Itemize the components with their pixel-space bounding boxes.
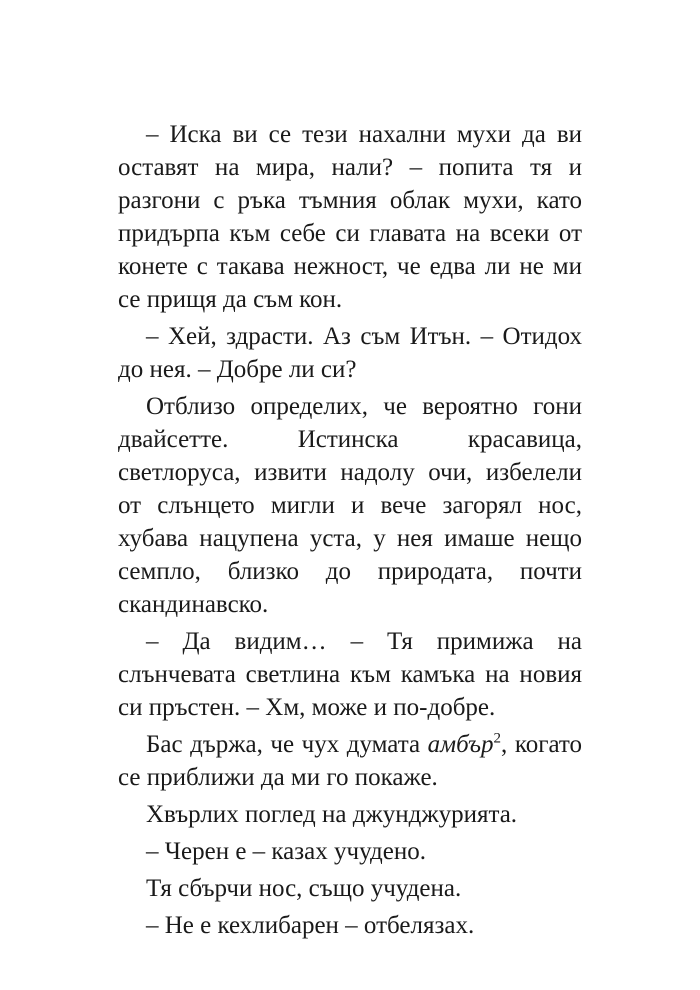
paragraph-6: Хвърлих поглед на джунджурията.: [146, 801, 518, 828]
body-text: [118, 118, 582, 942]
paragraph-5-after: , когато се приближи да ми го покаже.: [118, 731, 582, 791]
paragraph-4: – Да видим… – Тя примижа на слънчевата светлина към камъка на новия си пръстен. – Хм, може и по-добре.: [118, 628, 582, 721]
paragraph-1: – Иска ви се тези нахални мухи да ви оставят на мира, нали? – попита тя и разгони с ръка тъмния облак мухи, като придърпа към себе си главата на всеки от конете с такава нежност, че едва ли не ми се прищя да съм кон.: [118, 121, 582, 313]
paragraph-5-before: Бас държа, че чух думата: [146, 731, 428, 758]
footnote-marker: 2: [493, 730, 502, 747]
paragraph-9: – Не е кехлибарен – отбелязах.: [146, 912, 475, 939]
paragraph-8: Тя сбърчи нос, също учудена.: [146, 875, 462, 902]
paragraph-7: – Черен е – казах учудено.: [146, 838, 426, 865]
paragraph-3: Отблизо определих, че вероятно гони двайсетте. Истинска красавица, светлоруса, извити надолу очи, избелели от слънцето мигли и вече загорял нос, хубава нацупена уста, у нея имаше нещо семпло, близко до природата, почти скандинавско.: [118, 393, 582, 618]
italic-word: амбър: [427, 731, 494, 758]
paragraph-2: – Хей, здрасти. Аз съм Итън. – Отидох до нея. – Добре ли си?: [118, 323, 582, 383]
paragraph-5: [118, 728, 582, 794]
